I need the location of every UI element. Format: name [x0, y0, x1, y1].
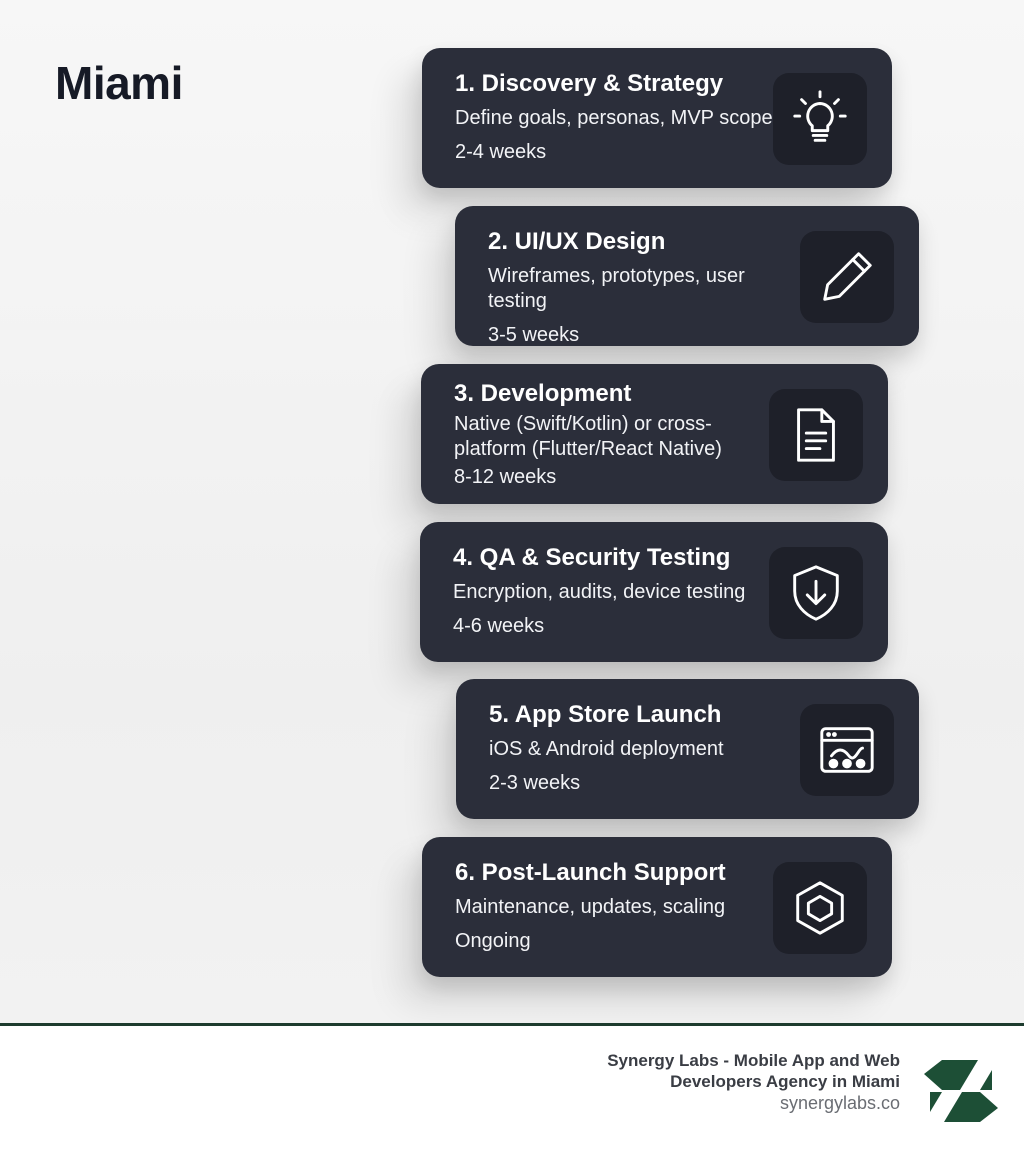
- footer: [0, 1026, 1024, 1154]
- step-title: 2. UI/UX Design: [488, 228, 666, 255]
- step-title: 5. App Store Launch: [489, 701, 722, 728]
- page-title: Miami: [55, 57, 183, 109]
- step-title: 4. QA & Security Testing: [453, 544, 731, 571]
- step-description: Maintenance, updates, scaling: [455, 896, 726, 918]
- document-icon: [769, 389, 863, 481]
- footer-site-link[interactable]: synergylabs.co: [779, 1093, 900, 1113]
- step-card-1: [422, 48, 892, 188]
- step-description: Wireframes, prototypes, user testing: [488, 265, 745, 312]
- lightbulb-icon: [773, 73, 867, 165]
- step-duration: 2-3 weeks: [489, 772, 581, 794]
- step-title: 6. Post-Launch Support: [455, 859, 726, 886]
- shield-icon: [769, 547, 863, 639]
- step-card-4: [420, 522, 888, 662]
- step-description: iOS & Android deployment: [489, 738, 724, 760]
- step-title: 3. Development: [454, 380, 632, 407]
- footer-text: [607, 1050, 900, 1114]
- step-duration: 3-5 weeks: [488, 324, 580, 346]
- step-title: 1. Discovery & Strategy: [455, 70, 724, 97]
- footer-brand-line-2: Developers Agency in Miami: [670, 1072, 900, 1091]
- step-duration: 2-4 weeks: [455, 141, 547, 163]
- step-description: Native (Swift/Kotlin) or cross-platform (Flutter/React Native): [454, 413, 722, 460]
- step-card-6: [422, 837, 892, 977]
- step-description: Define goals, personas, MVP scope: [455, 107, 773, 129]
- step-card-5: [456, 679, 919, 819]
- pencil-icon: [800, 231, 894, 323]
- step-description: Encryption, audits, device testing: [453, 581, 746, 603]
- step-card-3: [421, 364, 888, 504]
- browser-chart-icon: [800, 704, 894, 796]
- footer-brand-line-1: Synergy Labs - Mobile App and Web: [607, 1051, 900, 1070]
- hexagon-icon: [773, 862, 867, 954]
- step-duration: 4-6 weeks: [453, 615, 545, 637]
- step-card-2: [455, 206, 919, 346]
- synergy-labs-logo: [920, 1058, 1002, 1124]
- step-duration: Ongoing: [455, 930, 531, 952]
- step-duration: 8-12 weeks: [454, 466, 557, 488]
